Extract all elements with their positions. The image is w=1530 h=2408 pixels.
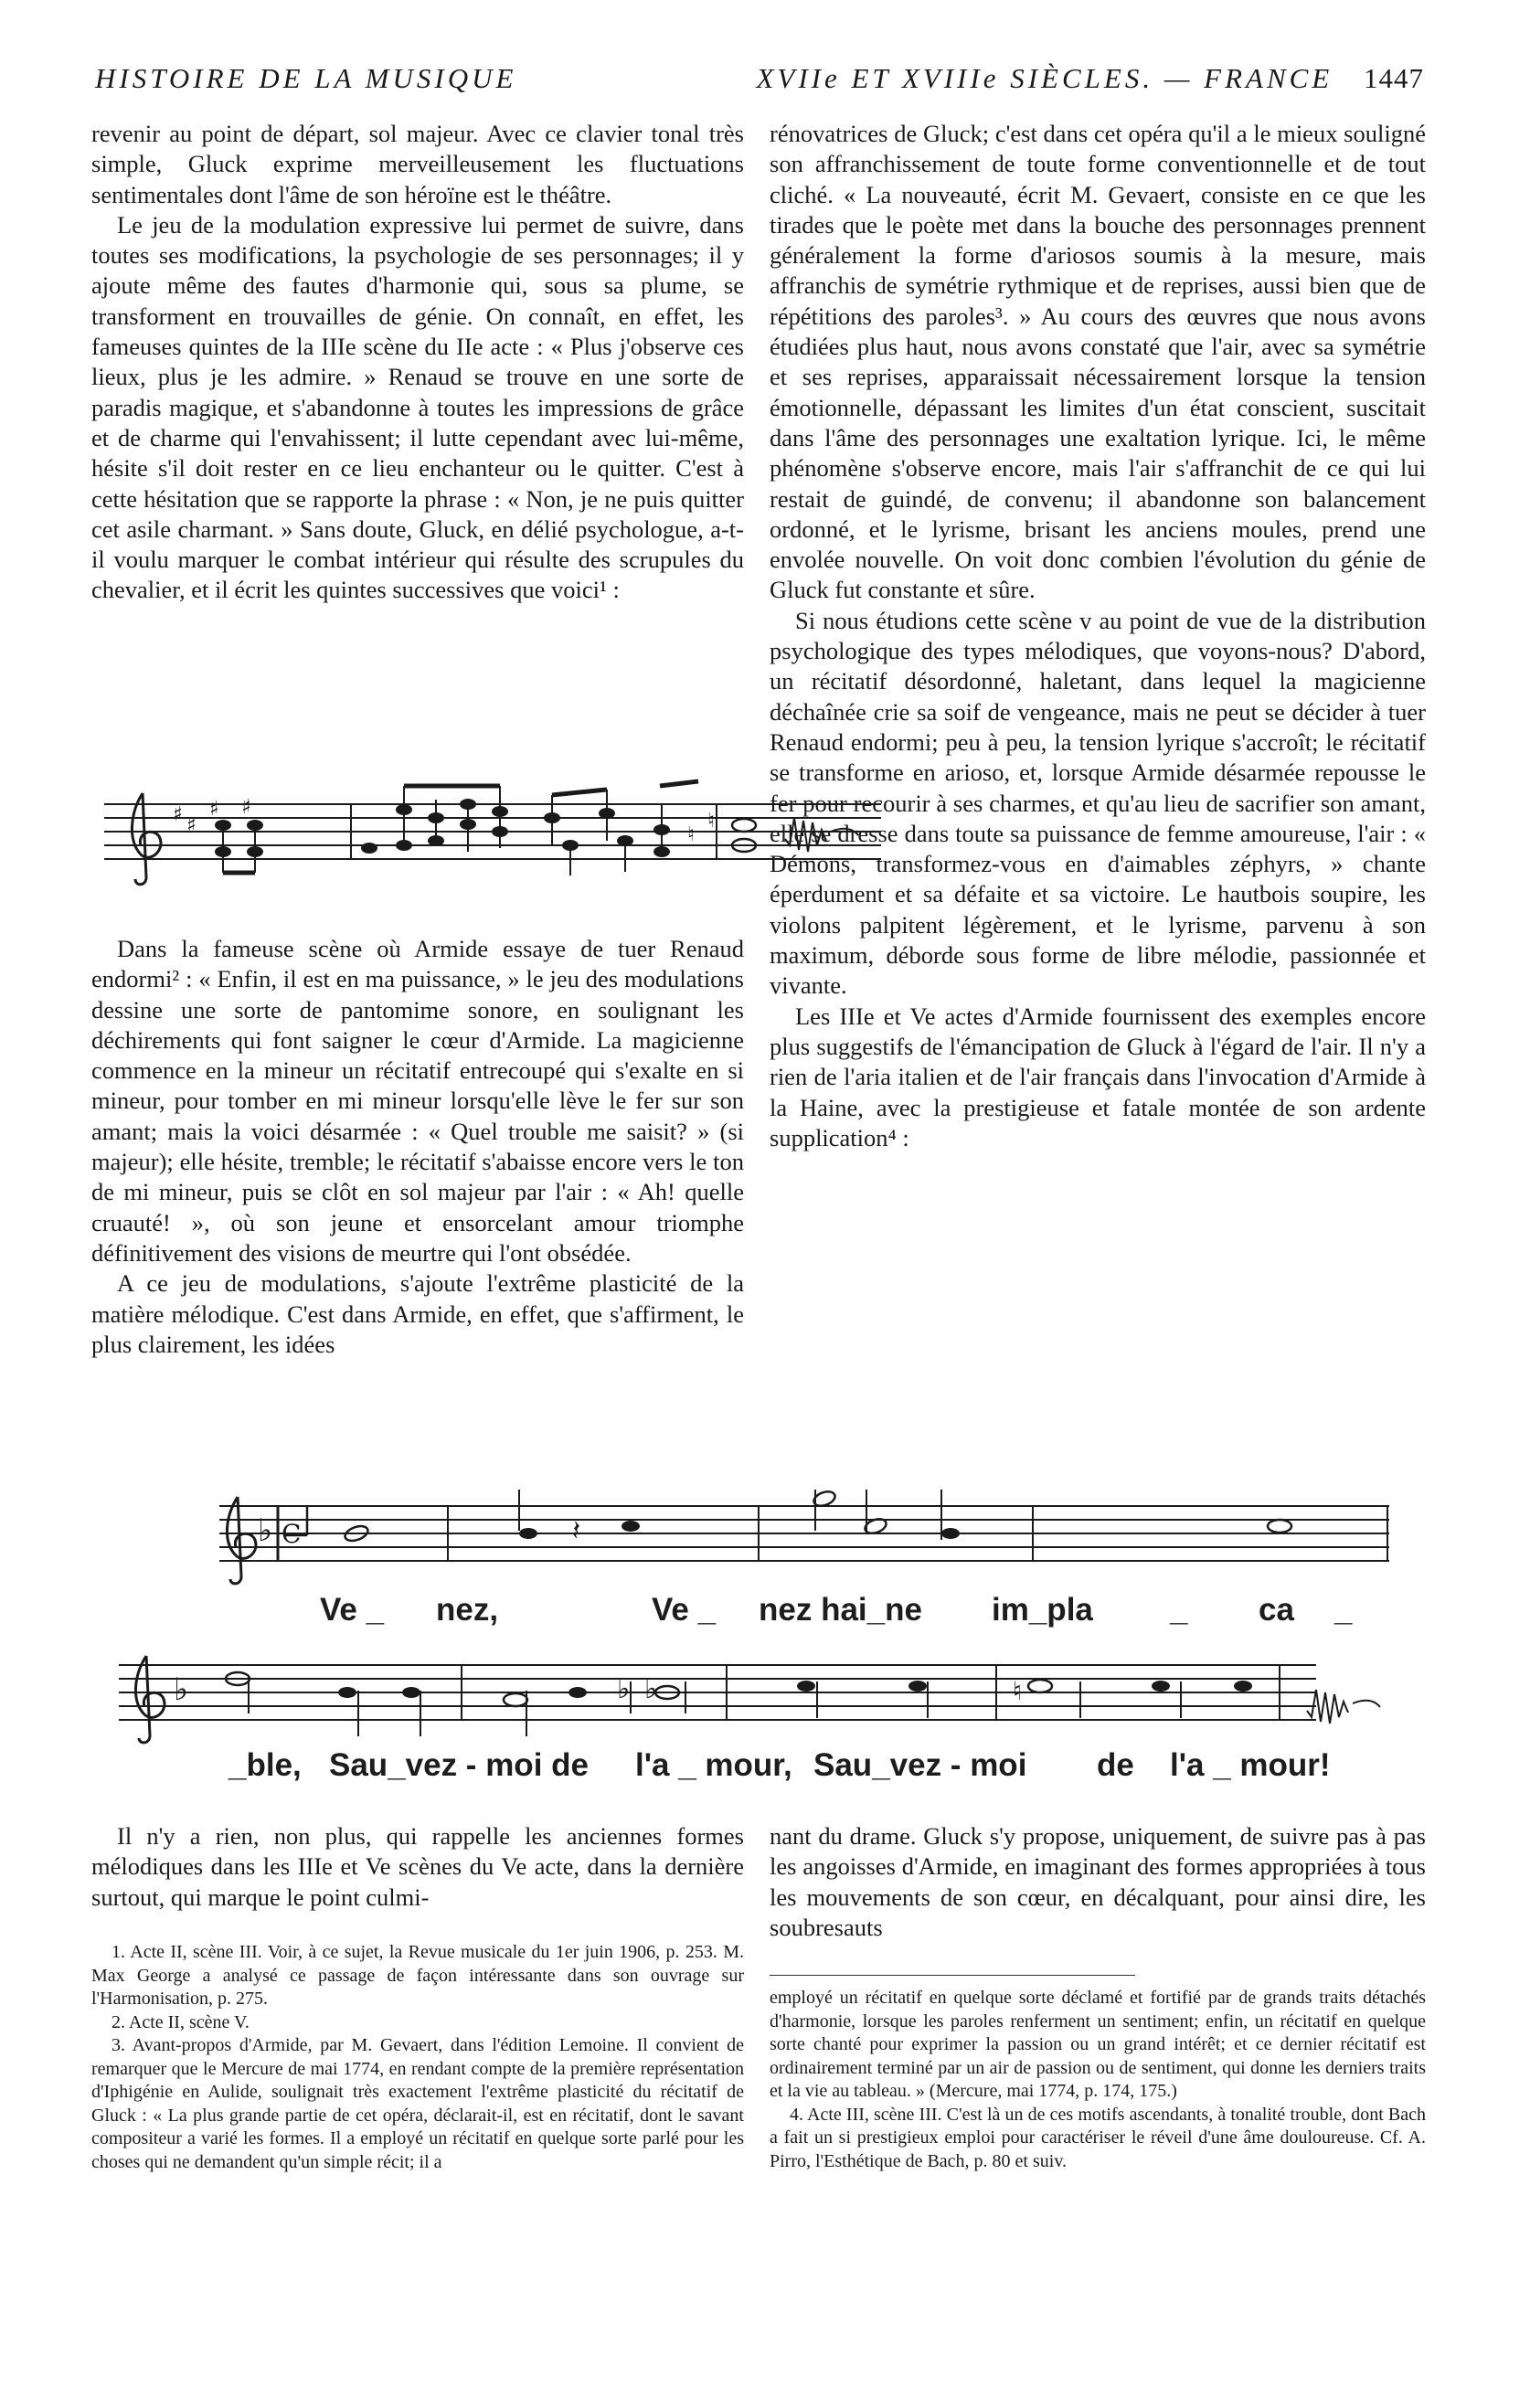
footnote: 1. Acte II, scène III. Voir, à ce sujet, la Revue musicale du 1er juin 1906, p. 253. M. Max George a analysé ce passage de façon intéressante dans son ouvrage sur l'Harmonisation, p. 275.: [91, 1942, 744, 2009]
lyric-syllable: Ve _: [320, 1592, 385, 1628]
lyric-syllable: _ble,: [228, 1747, 302, 1783]
lyric-syllable: l'a _ mour!: [1170, 1747, 1331, 1783]
svg-text:♯: ♯: [186, 814, 197, 837]
right-column: [770, 119, 1426, 1153]
svg-text:♮: ♮: [687, 823, 695, 846]
page-number: 1447: [1364, 62, 1424, 94]
running-header: [95, 62, 1424, 99]
lyric-syllable: Ve _: [652, 1592, 717, 1628]
music-example-invocation-line1: [219, 1490, 1398, 1590]
header-section: [756, 62, 1424, 95]
paragraph: Le jeu de la modulation expressive lui permet de suivre, dans toutes ses modifications, la psychologie de ses personnages; il y ajoute même des fautes d'harmonie qui, sous sa plume, se transforment en trouvailles de génie. On connaît, en effet, les fameuses quintes de la IIIe scène du IIe acte : « Plus j'observe ces lieux, plus je les admire. » Renaud se trouve en une sorte de paradis magique, et s'abandonne à toutes les impressions de grâce et de charme qui l'envahissent; il lutte cependant avec lui-même, hésite s'il doit rester en ce lieu enchanteur ou le quitter. C'est à cette hésitation que se rapporte la phrase : « Non, je ne puis quitter cet asile charmant. » Sans doute, Gluck, en délié psychologue, a-t-il voulu marquer le combat intérieur qui résulte des scrupules du chevalier, et il écrit les quintes successives que voici¹ :: [91, 210, 744, 604]
lyrics-line2: [228, 1747, 1417, 1787]
footnote: 4. Acte III, scène III. C'est là un de ces motifs ascendants, à tonalité trouble, dont Bach a fait un si prestigieux emploi pour caractériser le réveil d'une âme douloureuse. Cf. A. Pirro, l'Esthétique de Bach, p. 80 et suiv.: [770, 2104, 1426, 2171]
lyric-syllable: Sau_vez - moi: [813, 1747, 1027, 1783]
paragraph: Il n'y a rien, non plus, qui rappelle les anciennes formes mélodiques dans les IIIe et Ve scènes du Ve acte, dans la dernière surtout, qui marque le point culmi-: [91, 1822, 744, 1911]
paragraph: Les IIIe et Ve actes d'Armide fournissent des exemples encore plus suggestifs de l'émancipation de Gluck à l'égard de l'air. Il n'y a rien de l'aria italien et de l'air français dans l'invocation d'Armide à la Haine, avec la prestigieuse et fatale montée de son ardente supplication⁴ :: [770, 1002, 1426, 1151]
left-column-bottom: [91, 934, 744, 1360]
bottom-right-text: [770, 1821, 1426, 1943]
lyric-syllable: ca: [1259, 1592, 1294, 1628]
svg-text:♯: ♯: [241, 796, 251, 819]
footnotes-right: [770, 1987, 1426, 2173]
paragraph: Dans la fameuse scène où Armide essaye de tuer Renaud endormi² : « Enfin, il est en ma puissance, » le jeu des modulations dessine une sorte de pantomime sonore, en soulignant les déchirements qui font saigner le cœur d'Armide. La magicienne commence en la mineur un récitatif entrecoupé qui s'exalte en si mineur, pour tomber en mi mineur lorsqu'elle lève le fer sur son amant; mais la voici désarmée : « Quel trouble me saisit? » (si majeur); elle hésite, tremble; le récitatif s'abaisse encore vers le ton de mi mineur, puis se clôt en sol majeur par l'air : « Ah! quelle cruauté! », où son jeune et ensorcelant amour triomphe définitivement des visions de meurtre qui l'ont obsédée.: [91, 935, 744, 1267]
lyrics-line1: [320, 1592, 1417, 1632]
svg-text:♯: ♯: [173, 803, 183, 826]
footnote: 3. Avant-propos d'Armide, par M. Gevaert, dans l'édition Lemoine. Il convient de remarquer que le Mercure de mai 1774, en rendant compte de la première représentation d'Iphigénie en Aulide, soulignait très exactement l'extrême plasticité du récitatif de Gluck : « La plus grande partie de cet opéra, déclarait-il, est en récitatif, dont le savant compositeur a varié les formes. Il a employé un récitatif en quelque sorte parlé pour les choses qui ne demandent qu'un simple récit; il a: [91, 2035, 744, 2172]
svg-text:♮: ♮: [707, 810, 715, 833]
lyric-syllable: Sau_vez - moi de: [329, 1747, 589, 1783]
svg-text:♮: ♮: [1013, 1676, 1023, 1706]
svg-text:♭: ♭: [258, 1512, 273, 1549]
lyric-syllable: im_pla: [992, 1592, 1093, 1628]
lyric-syllable: l'a _ mour,: [635, 1747, 792, 1783]
lyric-syllable: _: [1334, 1592, 1353, 1628]
paragraph: nant du drame. Gluck s'y propose, uniquement, de suivre pas à pas les angoisses d'Armide, en imaginant des formes appropriées à tous les mouvements de son cœur, en décalquant, pour ainsi dire, les soubresauts: [770, 1822, 1426, 1941]
svg-text:♭: ♭: [174, 1671, 189, 1708]
svg-text:♯: ♯: [209, 798, 219, 821]
paragraph: [770, 606, 1426, 1002]
footnotes-left: [91, 1941, 744, 2174]
music-example-invocation-line2: [119, 1645, 1417, 1745]
header-title: HISTOIRE DE LA MUSIQUE: [95, 62, 517, 94]
header-section-text: XVIIe ET XVIIIe SIÈCLES. — FRANCE: [756, 62, 1333, 94]
footnote: employé un récitatif en quelque sorte déclamé et fortifié par de grands traits détachés d'harmonie, lorsque les paroles renferment un sentiment; enfin, un récitatif en quelque sorte chanté pour exprimer la passion ou un grand intérêt; et ce dernier récitatif est ordinairement terminé par un air de passion ou de sentiment, qui donne les derniers traits et la vie au tableau. » (Mercure, mai 1774, p. 174, 175.): [770, 1988, 1426, 2101]
footnote: 2. Acte II, scène V.: [112, 2011, 250, 2032]
bottom-left-text: [91, 1821, 744, 1913]
svg-text:♭: ♭: [617, 1673, 631, 1705]
lyric-syllable: nez,: [436, 1592, 499, 1628]
svg-text:𝄽: 𝄽: [572, 1515, 581, 1547]
svg-text:C: C: [282, 1519, 302, 1549]
lyric-syllable: _: [1170, 1592, 1188, 1628]
left-column-top: [91, 119, 744, 606]
footnote-separator: [770, 1975, 1135, 1976]
lyric-syllable: nez hai_ne: [759, 1592, 922, 1628]
lyric-syllable: de: [1097, 1747, 1134, 1783]
svg-text:♭: ♭: [644, 1673, 658, 1705]
paragraph: A ce jeu de modulations, s'ajoute l'extrême plasticité de la matière mélodique. C'est dans Armide, en effet, que s'affirment, le plus clairement, les idées: [91, 1269, 744, 1358]
paragraph-text: Si nous étudions cette scène v au point de vue de la distribution psychologique des types mélodiques, que voyons-nous? D'abord, un récitatif désordonné, haletant, dans lequel la magicienne déchaînée crie sa soif de vengeance, mais ne peut se décider à tuer Renaud endormi; peu à peu, la tension lyrique s'accroît; le récitatif se transforme en arioso, et, lorsque Armide désarmée repousse le fer pour recourir à ses charmes, et qu'au lieu de sacrifier son amant, elle se dresse dans toute sa puissance de femme amoureuse, l'air : « Démons, transformez-vous en d'aimables zéphyrs, » chante éperdument et sa défaite et sa victoire. Le hautbois soupire, les violons palpitent légèrement, et le lyrisme, parvenu à son maximum, déborde sous forme de libre mélodie, passionnée et vivante.: [770, 606, 1426, 1000]
paragraph: rénovatrices de Gluck; c'est dans cet opéra qu'il a le mieux souligné son affranchissement de toute forme conventionnelle et de tout cliché. « La nouveauté, écrit M. Gevaert, consiste en ce que les tirades que le poète met dans la bouche des personnages prennent généralement la forme d'ariosos soumis à la mesure, mais affranchis de symétrie rythmique et de reprises, aussi bien que de répétitions des paroles³. » Au cours des œuvres que nous avons étudiées plus haut, nous avons constaté que l'air, avec sa symétrie et ses reprises, apparaissait nécessairement lorsque la tension émotionnelle, dépassant les limites d'un état conscient, suscitait dans l'âme des personnages une exaltation lyrique. Ici, le même phénomène s'observe encore, mais l'air s'affranchit de ce qui lui restait de guindé, de convenu; il abandonne son balancement ordonné, et le lyrisme, brisant les anciens moules, prend une envolée nouvelle. On voit donc combien l'évolution du génie de Gluck fut constante et sûre.: [770, 120, 1426, 604]
paragraph: revenir au point de départ, sol majeur. Avec ce clavier tonal très simple, Gluck exprime merveilleusement les fluctuations sentimentales dont l'âme de son héroïne est le théâtre.: [91, 120, 744, 208]
